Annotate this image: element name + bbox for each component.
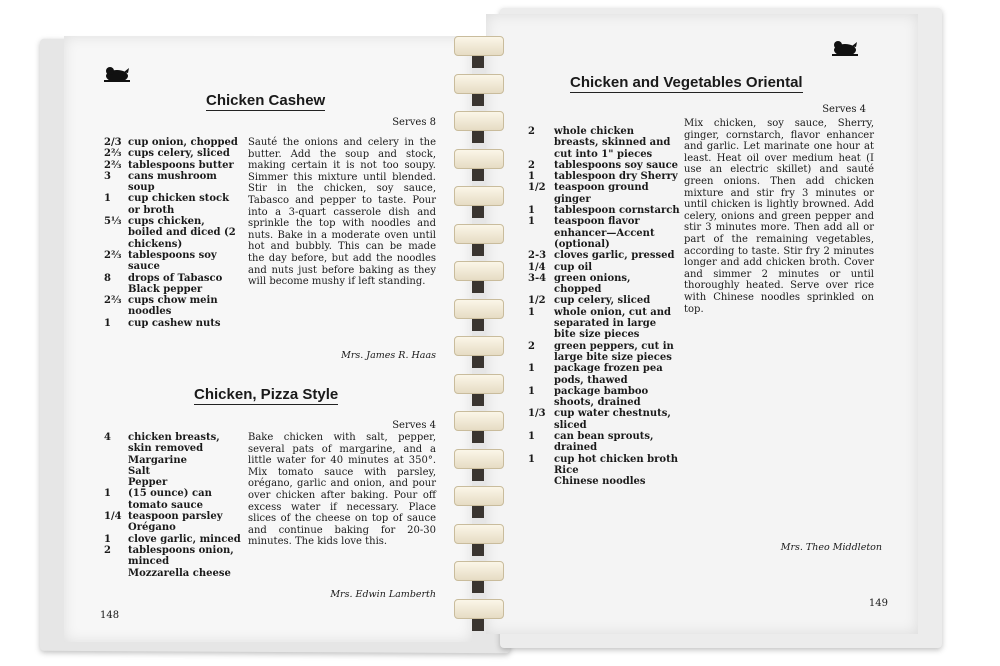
ingredient-item [104,148,242,159]
ingredient-quantity: 2⅔ [104,249,122,261]
ingredient-item [528,273,680,296]
ingredient-item [528,160,680,171]
right-page [486,14,918,634]
serves-text: Serves 8 [392,117,436,128]
ingredient-quantity: 1/2 [528,182,546,194]
ingredient-item [104,432,244,455]
ingredient-name: package bamboo shoots, drained [554,385,649,409]
ingredient-item [104,534,244,545]
ingredient-name: Pepper [128,477,168,489]
ingredient-item [104,171,242,194]
spiral-ring [454,411,504,431]
ingredient-quantity [104,477,128,488]
ingredient-name: can bean sprouts, drained [554,431,654,454]
recipe-title: Chicken Cashew [206,92,326,109]
ingredient-item [104,568,244,579]
ingredient-quantity: 1 [528,216,535,228]
ingredient-name: Orégano [128,522,176,534]
recipe-title: Chicken and Vegetables Oriental [570,74,803,91]
roast-chicken-icon [830,38,860,58]
ingredient-quantity [104,284,128,295]
ingredient-quantity: 1/2 [528,295,546,307]
ingredient-quantity [104,466,128,477]
ingredient-quantity: 1 [528,431,535,443]
ingredient-name: green peppers, cut in large bite size pieces [554,340,674,363]
ingredient-name: teaspoon flavor enhancer—Accent (optional) [554,216,655,250]
ingredient-item [528,465,680,476]
ingredient-quantity: 2⅔ [104,148,122,160]
ingredient-item [528,454,680,465]
spiral-ring [454,449,504,469]
ingredient-item [104,216,242,250]
ingredient-list [104,137,242,329]
ingredient-item [528,476,680,487]
ingredient-item [104,137,242,148]
ingredient-quantity: 5⅓ [104,216,122,228]
recipe-author: Mrs. James R. Haas [341,350,436,361]
ingredient-name: cup onion, chopped [128,137,238,148]
spiral-ring [454,599,504,619]
ingredient-item [104,477,244,488]
ingredient-name: cup hot chicken broth [554,453,678,465]
ingredient-item [528,431,680,454]
spiral-ring [454,111,504,131]
ingredient-list [528,126,680,488]
spiral-ring [454,261,504,281]
spiral-ring [454,149,504,169]
ingredient-item [528,408,680,431]
ingredient-quantity: 2/3 [104,137,122,148]
ingredient-item [104,455,244,466]
ingredient-item [104,160,242,171]
recipe-method: Sauté the onions and celery in the butter. Add the soup and stock, making certain it is not too soupy. Simmer this mixture until blended. Stir in the chicken, soy sauce, Tabasco and pepper to taste. Pour into a 3-quart casserole dish and sprinkle the top with noodles and nuts. Bake in a moderate oven until hot and bubbly. This can be made the day before, but add the noodles and nuts just before baking as they will become mushy if left standing. [248,137,436,288]
ingredient-quantity [104,455,128,466]
ingredient-name: cups chow mein noodles [128,295,218,318]
ingredient-quantity: 1 [528,453,535,465]
ingredient-quantity: 2⅔ [104,159,122,171]
ingredient-list [104,432,244,579]
ingredient-quantity: 2 [528,159,535,171]
ingredient-quantity: 1 [104,193,111,205]
ingredient-name: Chinese noodles [554,476,646,488]
ingredient-name: tablespoon cornstarch [554,205,680,217]
ingredient-name: clove garlic, minced [128,533,241,545]
ingredient-name: cups chicken, boiled and diced (2 chickens) [128,216,236,250]
ingredient-quantity: 2 [528,126,535,137]
ingredient-quantity: 1 [528,363,535,375]
recipe-method: Bake chicken with salt, pepper, several pats of margarine, and a little water for 40 minutes at 350°. Mix tomato sauce with parsley, orégano, garlic and onion, and pour over chicken after baking. Pour off excess water if necessary. Place slices of the cheese on top of sauce and continue baking for 20-30 minutes. The kids love this. [248,432,436,548]
ingredient-quantity: 1 [528,205,535,217]
ingredient-quantity: 1/3 [528,408,546,420]
ingredient-item [104,522,244,533]
ingredient-name: cup celery, sliced [554,295,651,307]
ingredient-item [104,511,244,522]
ingredient-quantity: 1 [104,533,111,545]
ingredient-item [528,295,680,306]
ingredient-item [528,307,680,341]
serves-text: Serves 4 [392,420,436,431]
ingredient-quantity: 3 [104,170,111,182]
ingredient-name: tablespoons soy sauce [554,159,679,171]
page-number: 148 [100,610,120,621]
ingredient-item [528,386,680,409]
ingredient-name: Salt [128,465,151,477]
ingredient-name: cups celery, sliced [128,148,230,160]
ingredient-name: tablespoons soy sauce [128,249,217,273]
ingredient-name: package frozen pea pods, thawed [554,363,663,386]
ingredient-item [104,488,244,511]
spiral-ring [454,299,504,319]
ingredient-item [528,262,680,273]
recipe-method: Mix chicken, soy sauce, Sherry, ginger, cornstarch, flavor enhancer and garlic. Let marinate one hour at least. Heat oil over medium heat (I use an electric skillet) and sauté green onions. Then add chicken mixture and stir fry 3 minutes or until chicken is lightly browned. Add celery, onions and green pepper and stir 3 minutes more. Then add all or part of the remaining vegetables, according to taste. Stir fry 2 minutes longer and add chicken broth. Cover and simmer 2 minutes or until thoroughly heated. Serve over rice with Chinese noodles sprinkled on top. [684,118,874,315]
recipe-author: Mrs. Theo Middleton [780,542,882,553]
ingredient-name: Rice [554,464,579,476]
ingredient-quantity [104,522,128,533]
ingredient-quantity: 2 [104,544,111,556]
left-page [64,36,472,642]
spiral-ring [454,336,504,356]
spiral-ring [454,74,504,94]
spiral-ring [454,36,504,56]
ingredient-quantity: 1 [528,385,535,397]
ingredient-item [528,250,680,261]
ingredient-quantity: 1/4 [528,261,546,273]
serves-text: Serves 4 [822,104,866,115]
ingredient-item [528,171,680,182]
ingredient-quantity: 1/4 [104,511,122,523]
ingredient-quantity [528,465,554,476]
ingredient-item [104,273,242,284]
ingredient-name: whole onion, cut and separated in large bite size pieces [554,306,672,341]
ingredient-item [528,126,680,160]
ingredient-item [104,466,244,477]
spiral-ring [454,524,504,544]
ingredient-quantity: 2-3 [528,250,547,262]
ingredient-quantity: 2⅔ [104,295,122,307]
spiral-ring [454,561,504,581]
page-number: 149 [868,598,888,609]
ingredient-item [528,341,680,364]
ingredient-item [104,295,242,318]
ingredient-item [104,250,242,273]
spiral-ring [454,186,504,206]
ingredient-name: cup water chestnuts, sliced [554,408,671,431]
ingredient-item [528,216,680,250]
ingredient-name: tablespoon dry Sherry [554,171,678,183]
ingredient-name: Margarine [128,454,187,466]
ingredient-quantity [104,568,128,579]
spiral-ring [454,374,504,394]
ingredient-quantity: 3-4 [528,272,547,284]
ingredient-item [528,205,680,216]
ingredient-quantity: 1 [104,488,111,500]
ingredient-name: cup chicken stock or broth [128,193,230,216]
recipe-title: Chicken, Pizza Style [194,386,339,403]
ingredient-name: cup cashew nuts [128,317,221,329]
spiral-ring [454,486,504,506]
ingredient-quantity: 8 [104,272,111,284]
ingredient-quantity: 1 [528,306,535,318]
ingredient-name: tablespoons butter [128,159,234,171]
ingredient-item [104,284,242,295]
ingredient-name: chicken breasts, skin removed [128,432,220,455]
ingredient-name: drops of Tabasco [128,272,223,284]
ingredient-name: cans mushroom soup [128,170,217,194]
spiral-ring [454,224,504,244]
ingredient-quantity: 1 [104,317,111,329]
ingredient-name: cup oil [554,261,593,273]
ingredient-name: green onions, chopped [554,272,631,296]
ingredient-name: tablespoons onion, minced [128,544,234,568]
ingredient-quantity: 4 [104,432,111,443]
ingredient-item [104,318,242,329]
ingredient-name: Mozzarella cheese [128,567,231,579]
ingredient-name: (15 ounce) can tomato sauce [128,488,212,511]
ingredient-item [528,363,680,386]
ingredient-item [104,545,244,568]
ingredient-item [528,182,680,205]
ingredient-name: Black pepper [128,283,203,295]
ingredient-quantity: 1 [528,171,535,183]
roast-chicken-icon [102,64,132,84]
ingredient-name: whole chicken breasts, skinned and cut into 1" pieces [554,126,671,160]
ingredient-name: teaspoon ground ginger [554,182,649,205]
recipe-author: Mrs. Edwin Lamberth [330,589,436,600]
ingredient-name: cloves garlic, pressed [554,250,675,262]
ingredient-name: teaspoon parsley [128,511,223,523]
spiral-binding [454,34,510,634]
ingredient-quantity [528,476,554,487]
ingredient-item [104,193,242,216]
ingredient-quantity: 2 [528,340,535,352]
